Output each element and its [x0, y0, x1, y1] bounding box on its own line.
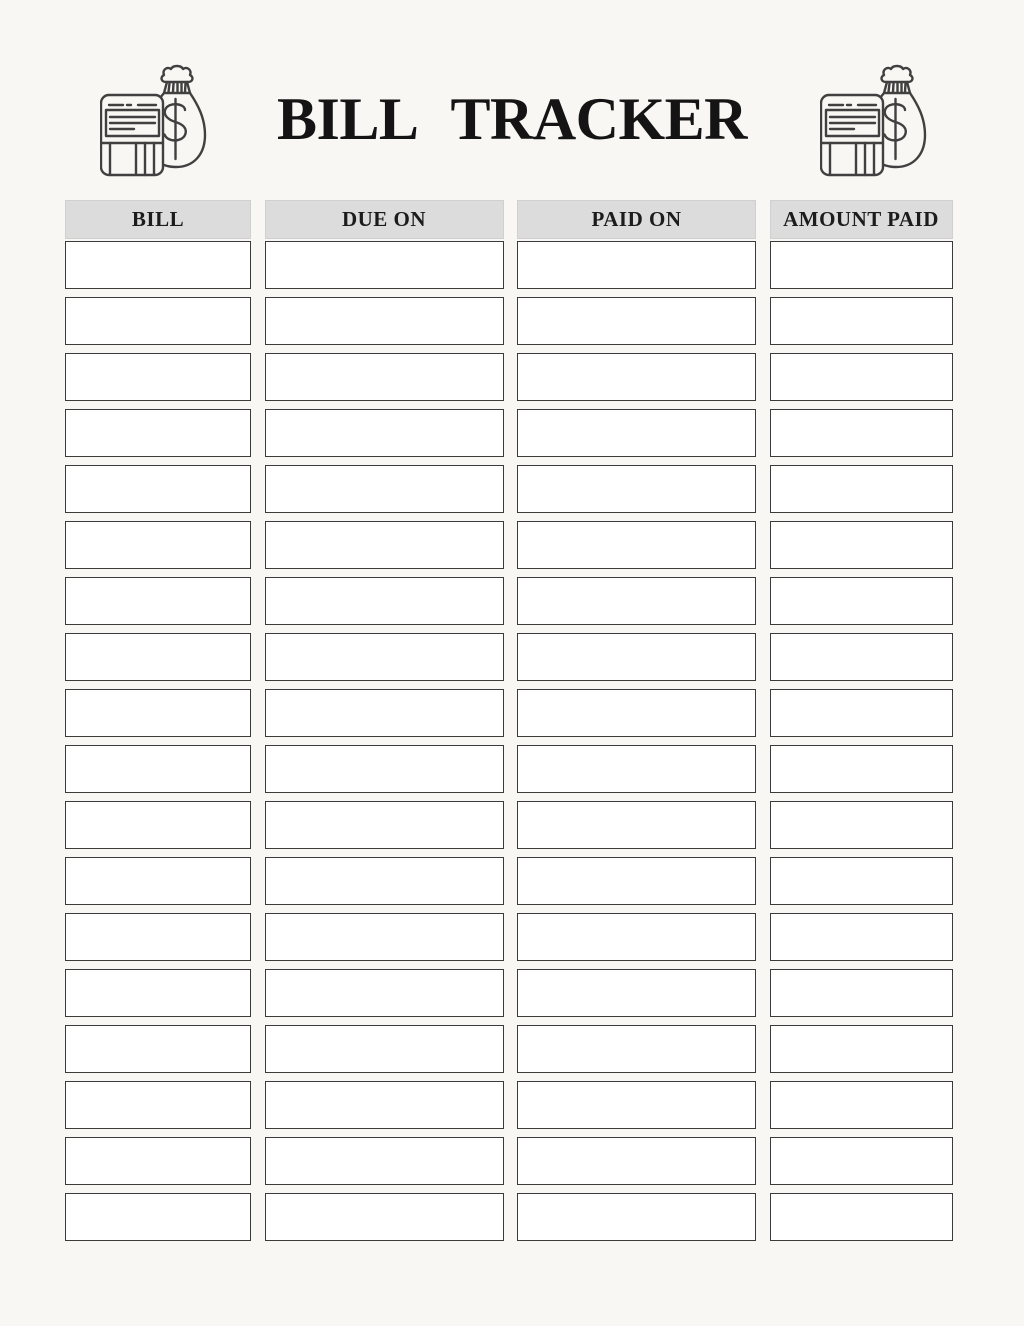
cell-bill-row-13[interactable]	[65, 913, 251, 961]
cell-due-on-row-12[interactable]	[265, 857, 504, 905]
cell-bill-row-6[interactable]	[65, 521, 251, 569]
cell-bill-row-15[interactable]	[65, 1025, 251, 1073]
cell-amount-paid-row-15[interactable]	[770, 1025, 953, 1073]
cell-bill-row-10[interactable]	[65, 745, 251, 793]
cell-amount-paid-row-18[interactable]	[770, 1193, 953, 1241]
cell-bill-row-7[interactable]	[65, 577, 251, 625]
cell-paid-on-row-16[interactable]	[517, 1081, 756, 1129]
column-header-due-on: DUE ON	[265, 200, 504, 239]
cell-bill-row-3[interactable]	[65, 353, 251, 401]
cell-due-on-row-17[interactable]	[265, 1137, 504, 1185]
cell-bill-row-2[interactable]	[65, 297, 251, 345]
cell-amount-paid-row-2[interactable]	[770, 297, 953, 345]
cell-amount-paid-row-4[interactable]	[770, 409, 953, 457]
cell-paid-on-row-1[interactable]	[517, 241, 756, 289]
cell-amount-paid-row-6[interactable]	[770, 521, 953, 569]
cell-bill-row-11[interactable]	[65, 801, 251, 849]
cell-due-on-row-5[interactable]	[265, 465, 504, 513]
cell-due-on-row-18[interactable]	[265, 1193, 504, 1241]
bill-table	[65, 200, 953, 1241]
cell-paid-on-row-17[interactable]	[517, 1137, 756, 1185]
cell-amount-paid-row-3[interactable]	[770, 353, 953, 401]
cell-due-on-row-16[interactable]	[265, 1081, 504, 1129]
cell-due-on-row-4[interactable]	[265, 409, 504, 457]
cell-bill-row-1[interactable]	[65, 241, 251, 289]
cell-due-on-row-2[interactable]	[265, 297, 504, 345]
cell-paid-on-row-3[interactable]	[517, 353, 756, 401]
cell-amount-paid-row-1[interactable]	[770, 241, 953, 289]
cell-due-on-row-3[interactable]	[265, 353, 504, 401]
page-title: BILL TRACKER	[276, 86, 748, 152]
cell-bill-row-18[interactable]	[65, 1193, 251, 1241]
cell-due-on-row-1[interactable]	[265, 241, 504, 289]
cell-due-on-row-9[interactable]	[265, 689, 504, 737]
cell-paid-on-row-4[interactable]	[517, 409, 756, 457]
cell-paid-on-row-12[interactable]	[517, 857, 756, 905]
cell-paid-on-row-8[interactable]	[517, 633, 756, 681]
cell-bill-row-12[interactable]	[65, 857, 251, 905]
cell-due-on-row-14[interactable]	[265, 969, 504, 1017]
cell-amount-paid-row-14[interactable]	[770, 969, 953, 1017]
cell-due-on-row-8[interactable]	[265, 633, 504, 681]
cell-bill-row-5[interactable]	[65, 465, 251, 513]
column-header-bill: BILL	[65, 200, 251, 239]
table-header-row	[65, 200, 953, 239]
cell-amount-paid-row-9[interactable]	[770, 689, 953, 737]
cell-bill-row-8[interactable]	[65, 633, 251, 681]
cell-due-on-row-10[interactable]	[265, 745, 504, 793]
cell-bill-row-4[interactable]	[65, 409, 251, 457]
column-header-paid-on: PAID ON	[517, 200, 756, 239]
cell-paid-on-row-2[interactable]	[517, 297, 756, 345]
table-body	[65, 241, 953, 1241]
cell-amount-paid-row-12[interactable]	[770, 857, 953, 905]
cell-paid-on-row-14[interactable]	[517, 969, 756, 1017]
cell-paid-on-row-18[interactable]	[517, 1193, 756, 1241]
cell-due-on-row-6[interactable]	[265, 521, 504, 569]
calculator-money-bag-icon	[820, 64, 932, 178]
cell-amount-paid-row-13[interactable]	[770, 913, 953, 961]
money-bag-ruffle	[162, 66, 193, 82]
cell-amount-paid-row-5[interactable]	[770, 465, 953, 513]
cell-bill-row-17[interactable]	[65, 1137, 251, 1185]
cell-paid-on-row-10[interactable]	[517, 745, 756, 793]
cell-bill-row-14[interactable]	[65, 969, 251, 1017]
page-header	[0, 0, 1024, 200]
cell-due-on-row-11[interactable]	[265, 801, 504, 849]
cell-amount-paid-row-17[interactable]	[770, 1137, 953, 1185]
cell-due-on-row-13[interactable]	[265, 913, 504, 961]
cell-due-on-row-15[interactable]	[265, 1025, 504, 1073]
cell-paid-on-row-11[interactable]	[517, 801, 756, 849]
money-bag-ruffle	[882, 66, 913, 82]
column-header-amount-paid: AMOUNT PAID	[770, 200, 953, 239]
cell-amount-paid-row-16[interactable]	[770, 1081, 953, 1129]
cell-amount-paid-row-8[interactable]	[770, 633, 953, 681]
cell-paid-on-row-7[interactable]	[517, 577, 756, 625]
cell-due-on-row-7[interactable]	[265, 577, 504, 625]
cell-bill-row-9[interactable]	[65, 689, 251, 737]
cell-paid-on-row-5[interactable]	[517, 465, 756, 513]
cell-amount-paid-row-7[interactable]	[770, 577, 953, 625]
cell-paid-on-row-6[interactable]	[517, 521, 756, 569]
cell-amount-paid-row-11[interactable]	[770, 801, 953, 849]
cell-bill-row-16[interactable]	[65, 1081, 251, 1129]
cell-amount-paid-row-10[interactable]	[770, 745, 953, 793]
cell-paid-on-row-13[interactable]	[517, 913, 756, 961]
cell-paid-on-row-9[interactable]	[517, 689, 756, 737]
cell-paid-on-row-15[interactable]	[517, 1025, 756, 1073]
